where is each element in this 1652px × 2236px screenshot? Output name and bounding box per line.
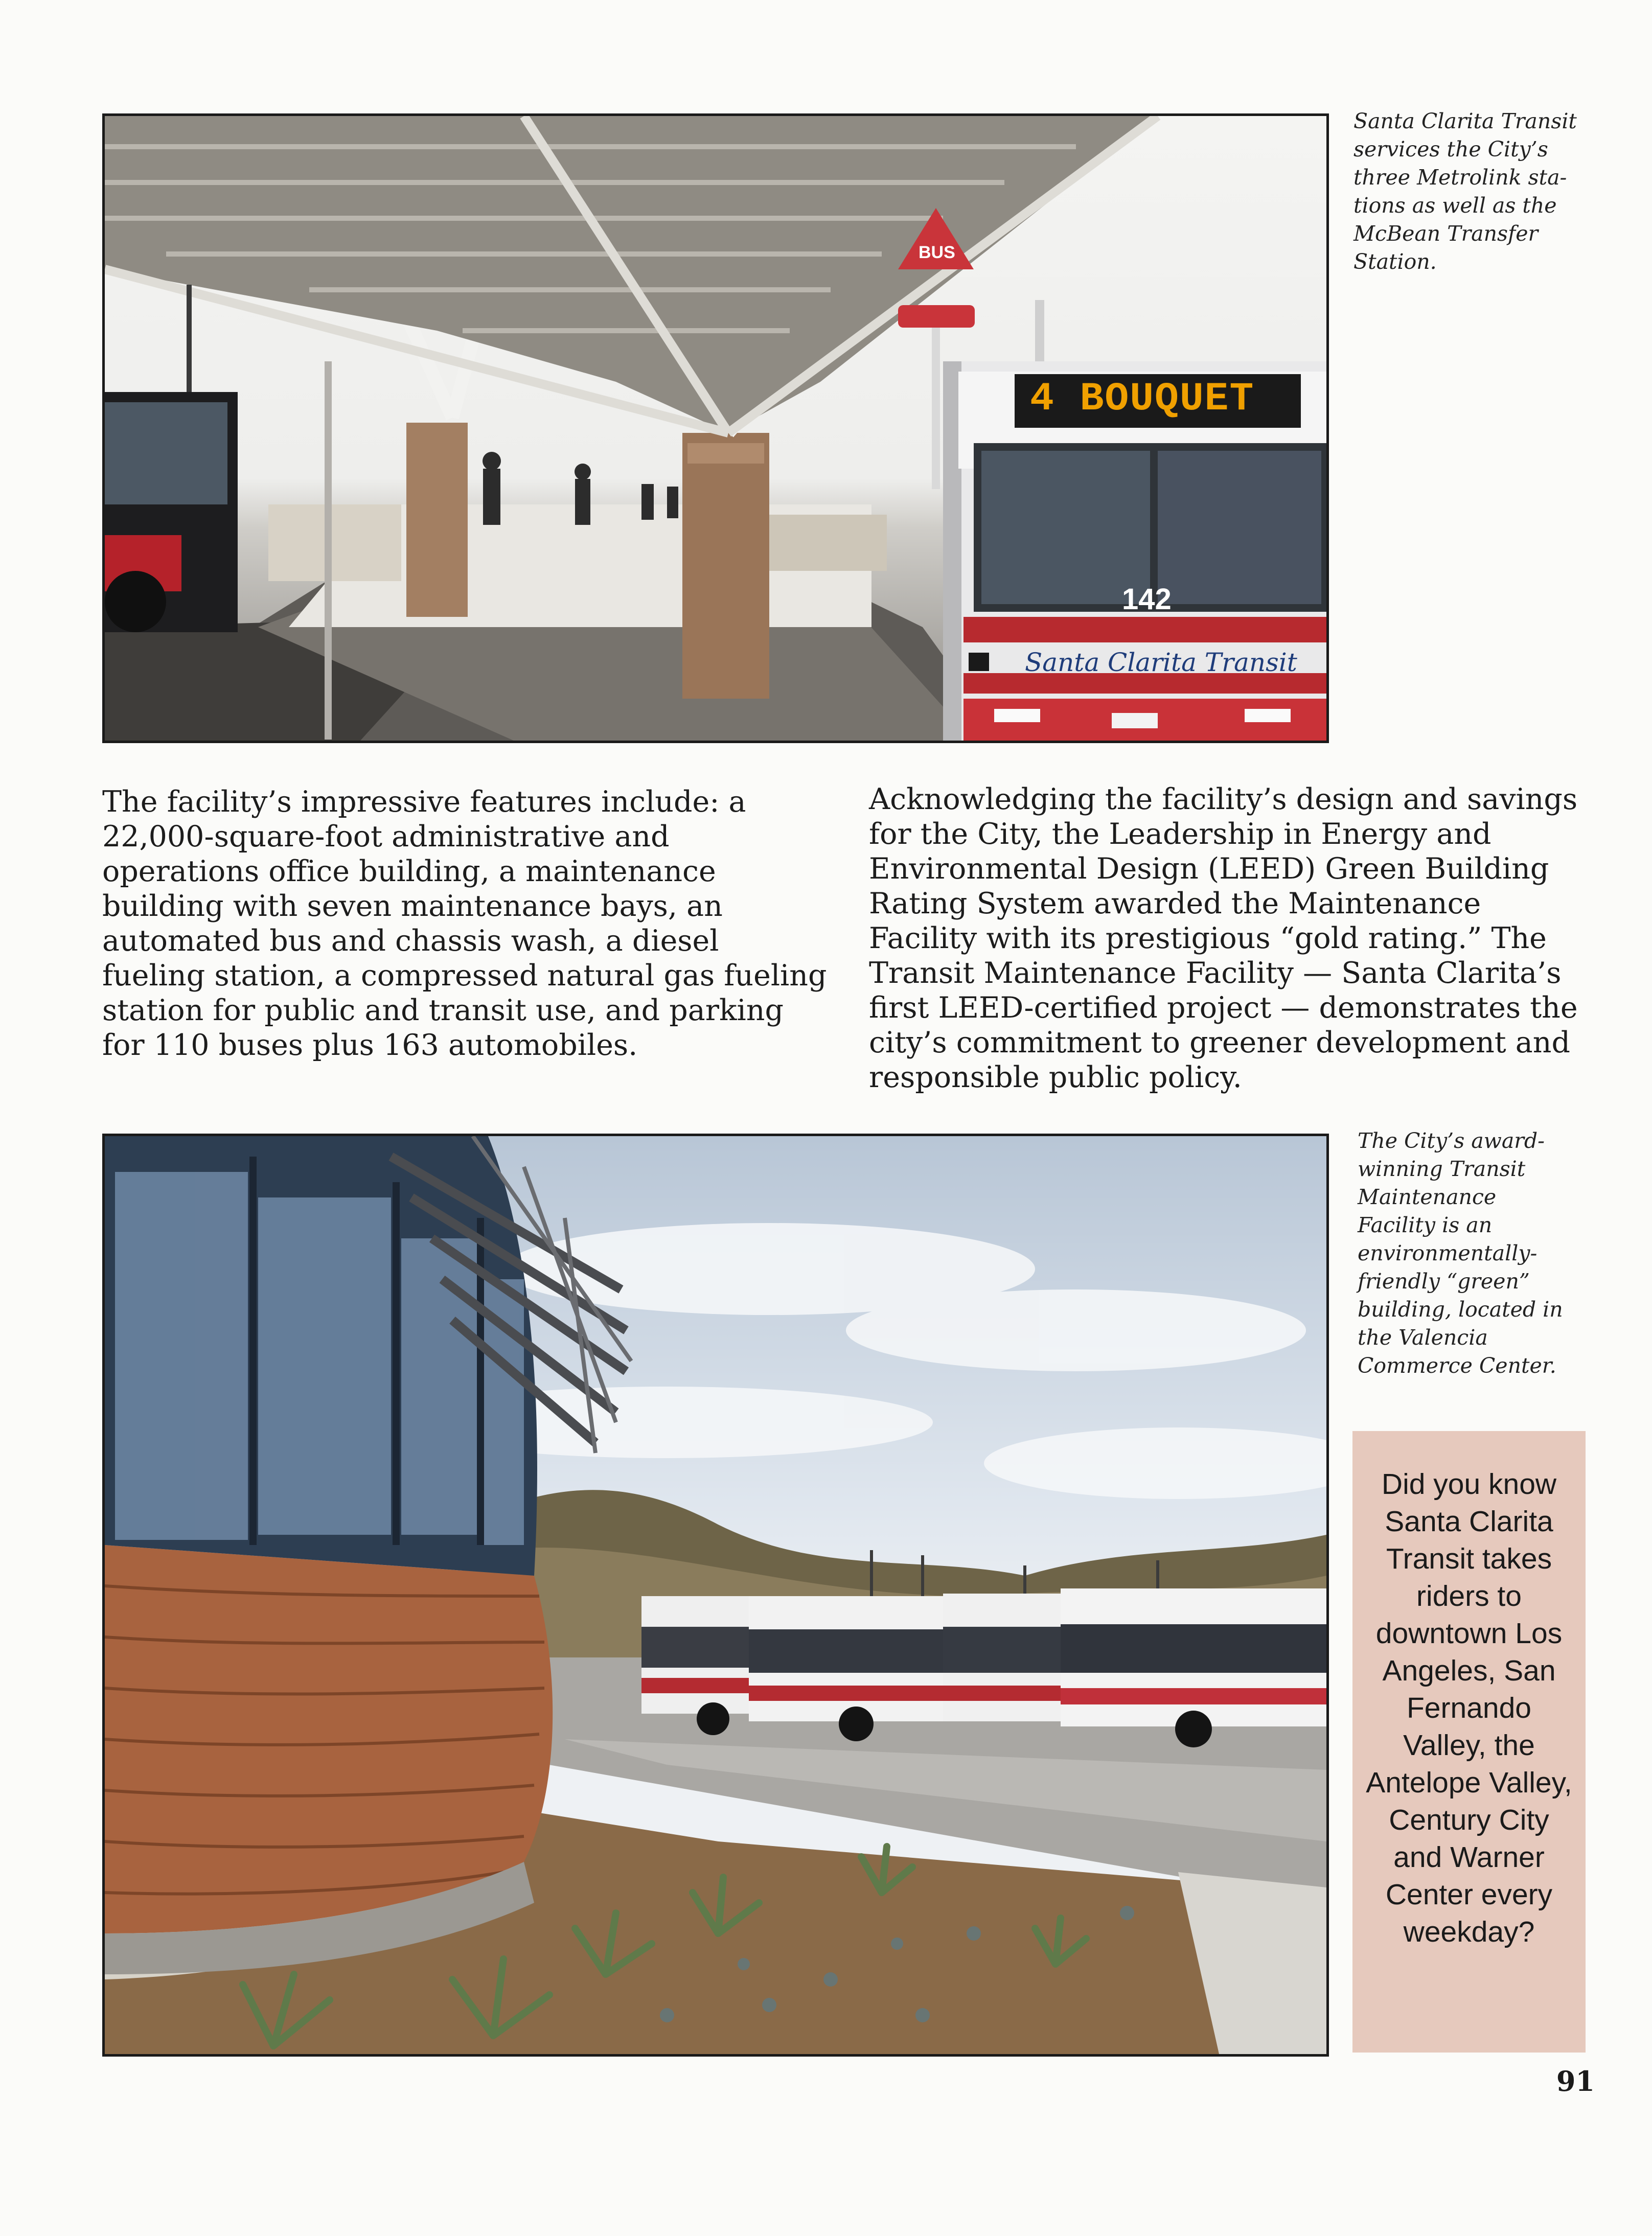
did-you-know-text: Did you know Santa Clarita Transit takes riders to downtown Los Angeles, San Fernando Valley, the Antelope Valley, Century City and Warner Center every weekday? (1366, 1468, 1572, 1948)
bus-number: 142 (1122, 583, 1172, 616)
facility-features-paragraph: The facility’s impressive features include: a 22,000-square-foot administrative and operations office building, a maintenance building with seven maintenance bays, an automated bus and chassis wash, a diesel fueling station, a compressed natural gas fueling station for public and transit use, and parking for 110 buses plus 163 automobiles. (102, 785, 827, 1062)
bus-route-sign: 4 BOUQUET (1030, 377, 1255, 422)
bus-stop-sign-label: BUS (919, 243, 955, 262)
maintenance-facility-illustration (105, 1136, 1326, 2054)
station-photo-caption: Santa Clarita Transit services the City’s three Metrolink sta-tions as well as the McBean Transfer Station. (1353, 109, 1577, 274)
transit-station-photo (102, 113, 1329, 743)
page-number: 91 (1556, 2065, 1595, 2097)
did-you-know-box (1352, 1431, 1586, 2053)
bus-script-logo: Santa Clarita Transit (1025, 648, 1297, 677)
facility-photo-caption: The City’s award-winning Transit Maintenance Facility is an environmentally-friendly “green” building, located in the Valencia Commerce Center. (1358, 1128, 1563, 1378)
maintenance-facility-photo (102, 1134, 1329, 2057)
transit-station-illustration (105, 116, 1326, 741)
leed-rating-paragraph: Acknowledging the facility’s design and savings for the City, the Leadership in Energy and Environmental Design (LEED) Green Building Rating System awarded the Maintenance Facility with its prestigious “gold rating.” The Transit Maintenance Facility — Santa Clarita’s first LEED-certified project — demonstrates the city’s commitment to greener development and responsible public policy. (869, 782, 1578, 1094)
